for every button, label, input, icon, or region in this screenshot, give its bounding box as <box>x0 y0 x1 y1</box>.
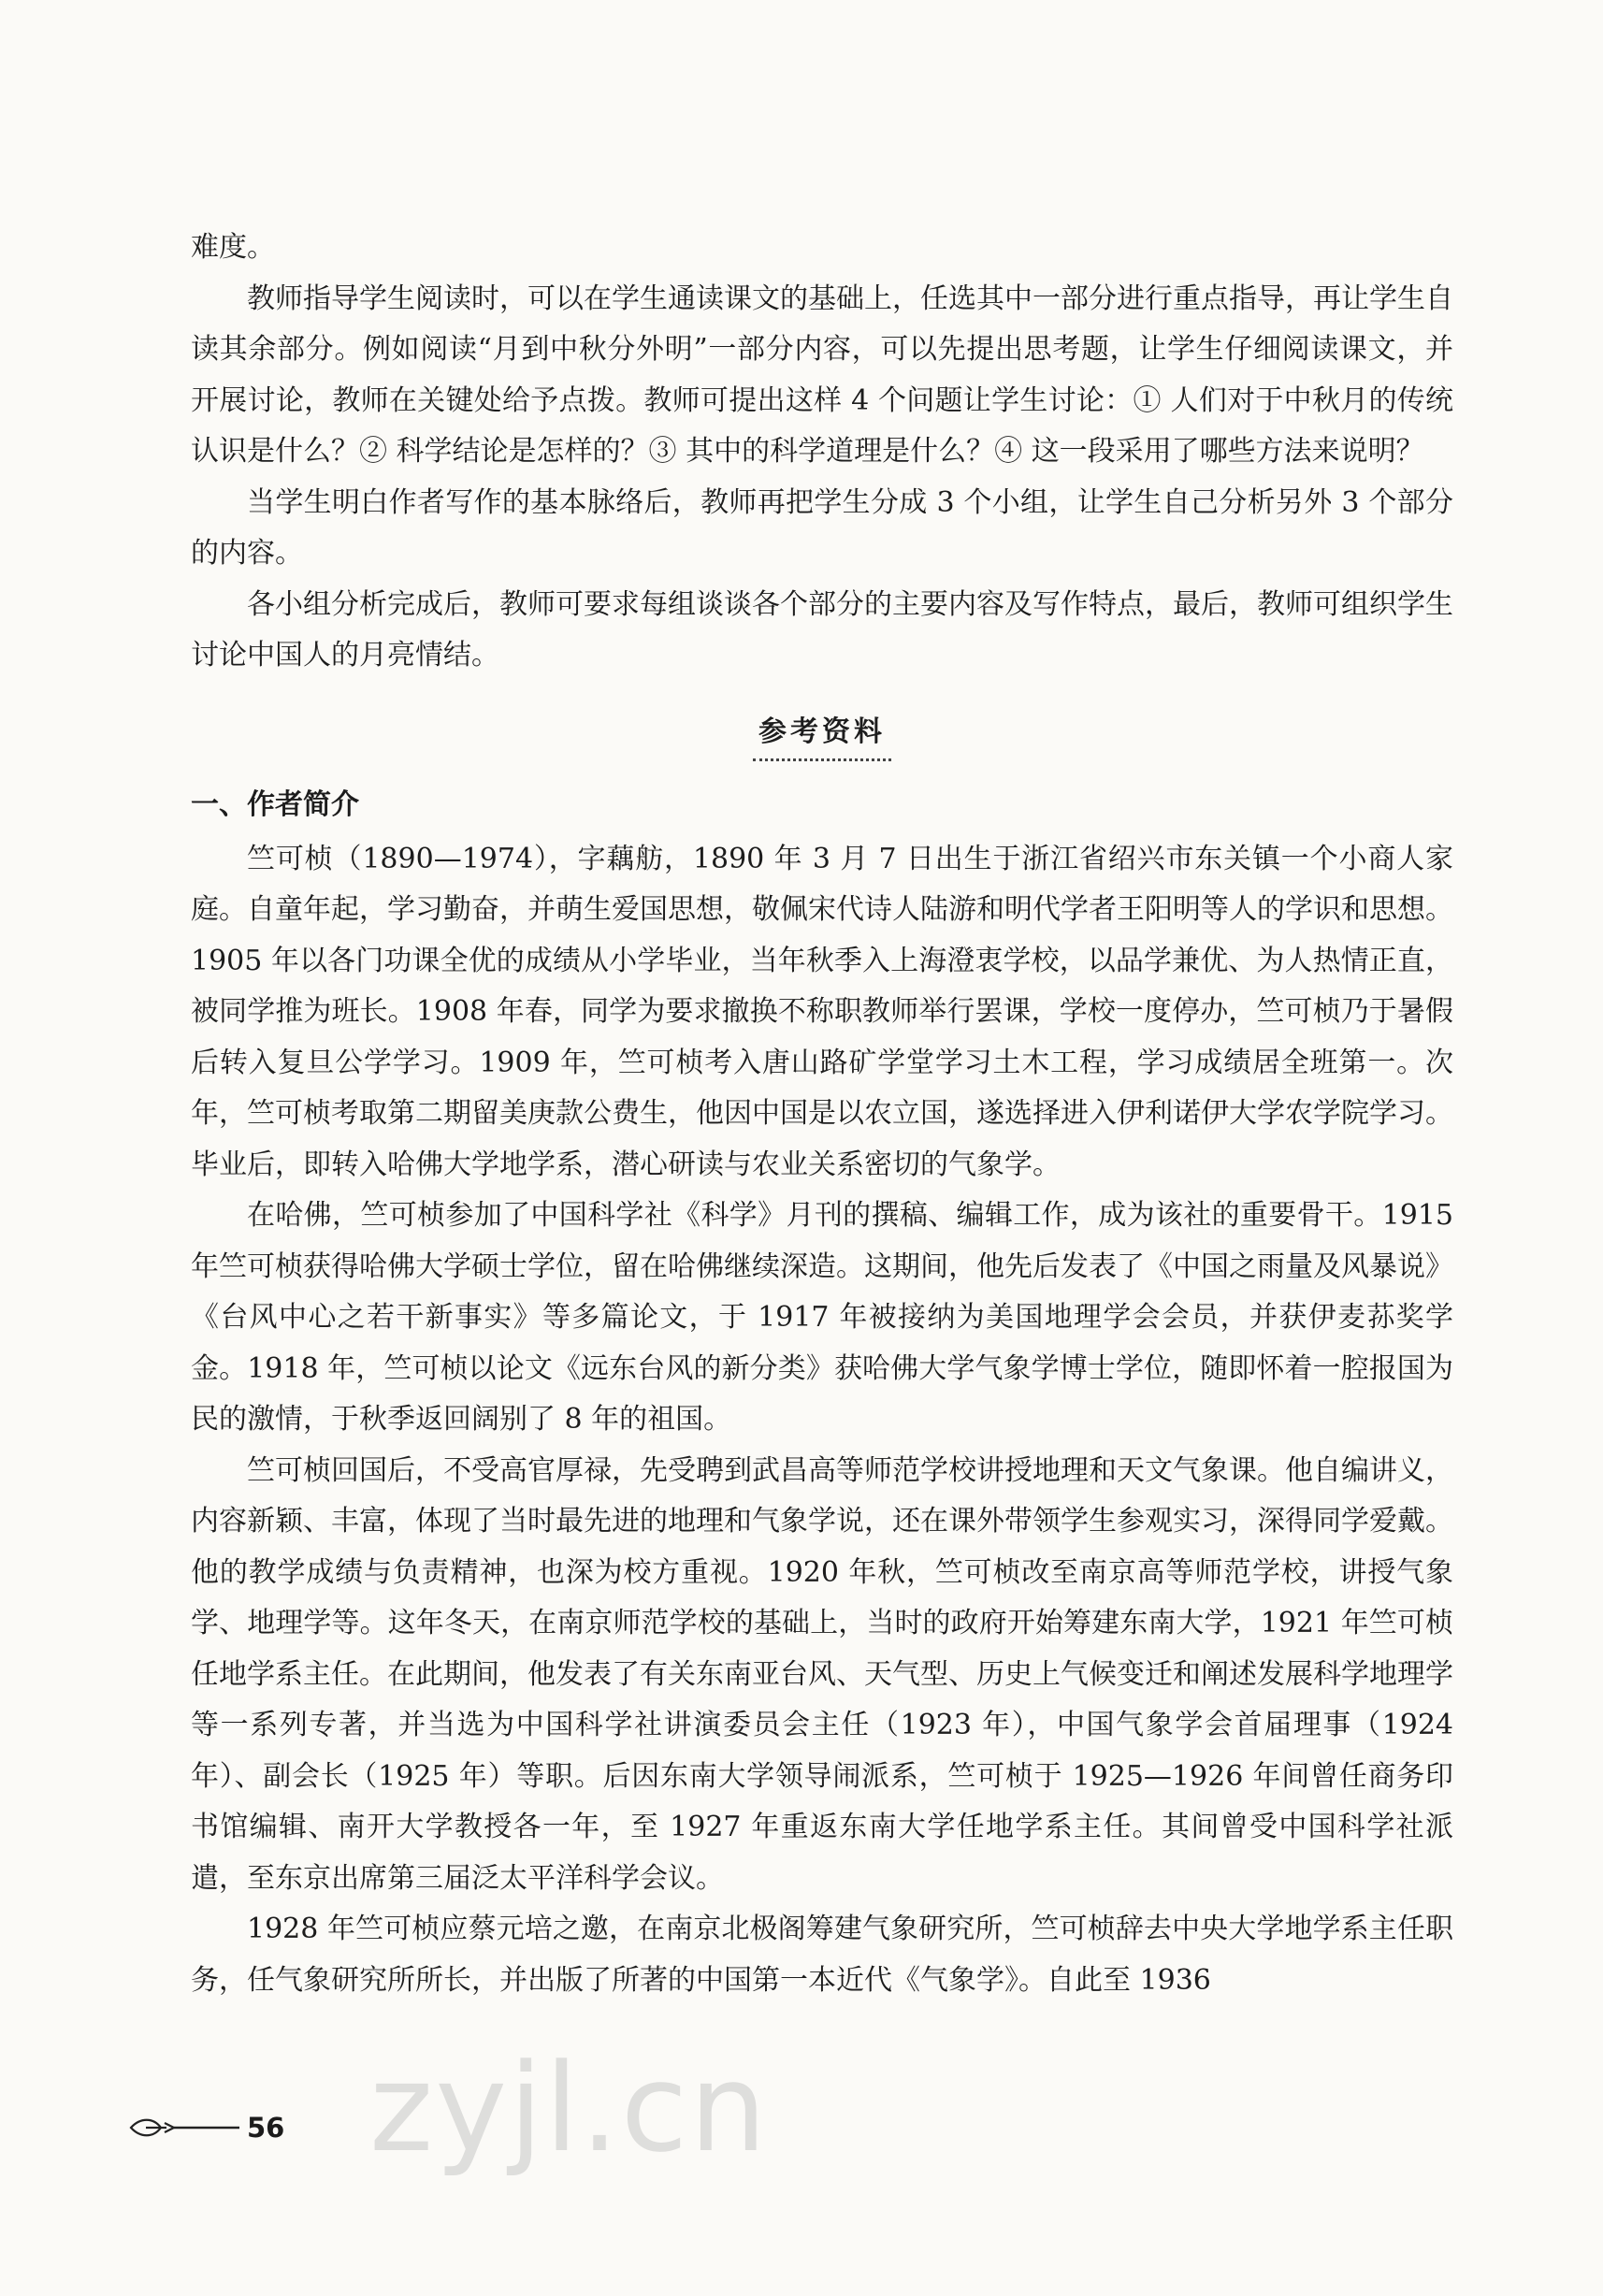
page-footer <box>129 2112 284 2144</box>
paragraph-bio-harvard: 在哈佛，竺可桢参加了中国科学社《科学》月刊的撰稿、编辑工作，成为该社的重要骨干。1915 年竺可桢获得哈佛大学硕士学位，留在哈佛继续深造。这期间，他先后发表了《中国之雨量及风暴说》《台风中心之若干新事实》等多篇论文，于 1917 年被接纳为美国地理学会会员，并获伊麦荪奖学金。1918 年，竺可桢以论文《远东台风的新分类》获哈佛大学气象学博士学位，随即怀着一腔报国为民的激情，于秋季返回阔别了 8 年的祖国。 <box>191 1199 1453 1436</box>
section-heading-author-intro: 一、作者简介 <box>191 787 359 821</box>
paragraph-continuation: 难度。 <box>191 231 275 264</box>
watermark-text: zyjl.cn <box>369 2037 769 2179</box>
paragraph-reading-guidance: 教师指导学生阅读时，可以在学生通读课文的基础上，任选其中一部分进行重点指导，再让学生自读其余部分。例如阅读“月到中秋分外明”一部分内容，可以先提出思考题，让学生仔细阅读课文，并开展讨论，教师在关键处给予点拨。教师可提出这样 4 个问题让学生讨论：① 人们对于中秋月的传统认识是什么？② 科学结论是怎样的？③ 其中的科学道理是什么？④ 这一段采用了哪些方法来说明？ <box>191 282 1453 468</box>
page-body <box>191 223 1453 2006</box>
paragraph-bio-return-china: 竺可桢回国后，不受高官厚禄，先受聘到武昌高等师范学校讲授地理和天文气象课。他自编讲义，内容新颖、丰富，体现了当时最先进的地理和气象学说，还在课外带领学生参观实习，深得同学爱戴。他的教学成绩与负责精神，也深为校方重视。1920 年秋，竺可桢改至南京高等师范学校，讲授气象学、地理学等。这年冬天，在南京师范学校的基础上，当时的政府开始筹建东南大学，1921 年竺可桢任地学系主任。在此期间，他发表了有关东南亚台风、天气型、历史上气候变迁和阐述发展科学地理学等一系列专著，并当选为中国科学社讲演委员会主任（1923 年），中国气象学会首届理事（1924 年）、副会长（1925 年）等职。后因东南大学领导闹派系，竺可桢于 1925—1926 年间曾任商务印书馆编辑、南开大学教授各一年，至 1927 年重返东南大学任地学系主任。其间曾受中国科学社派遣，至东京出席第三届泛太平洋科学会议。 <box>191 1453 1453 1895</box>
paragraph-bio-early-life: 竺可桢（1890—1974），字藕舫，1890 年 3 月 7 日出生于浙江省绍兴市东关镇一个小商人家庭。自童年起，学习勤奋，并萌生爱国思想，敬佩宋代诗人陆游和明代学者王阳明等人的学识和思想。1905 年以各门功课全优的成绩从小学毕业，当年秋季入上海澄衷学校，以品学兼优、为人热情正直，被同学推为班长。1908 年春，同学为要求撤换不称职教师举行罢课，学校一度停办，竺可桢乃于暑假后转入复旦公学学习。1909 年，竺可桢考入唐山路矿学堂学习土木工程，学习成绩居全班第一。次年，竺可桢考取第二期留美庚款公费生，他因中国是以农立国，遂选择进入伊利诺伊大学农学院学习。毕业后，即转入哈佛大学地学系，潜心研读与农业关系密切的气象学。 <box>191 842 1453 1181</box>
paragraph-bio-meteorology-institute: 1928 年竺可桢应蔡元培之邀，在南京北极阁筹建气象研究所，竺可桢辞去中央大学地学系主任职务，任气象研究所所长，并出版了所著的中国第一本近代《气象学》。自此至 1936 <box>191 1913 1453 1997</box>
paragraph-group-division: 当学生明白作者写作的基本脉络后，教师再把学生分成 3 个小组，让学生自己分析另外 3 个部分的内容。 <box>191 485 1453 570</box>
reference-heading-wrapper <box>191 708 1453 761</box>
page-ornament-icon <box>129 2114 241 2142</box>
paragraph-group-discussion: 各小组分析完成后，教师可要求每组谈谈各个部分的主要内容及写作特点，最后，教师可组织学生讨论中国人的月亮情结。 <box>191 587 1453 671</box>
page-number: 56 <box>247 2112 285 2144</box>
reference-heading: 参考资料 <box>753 708 891 761</box>
